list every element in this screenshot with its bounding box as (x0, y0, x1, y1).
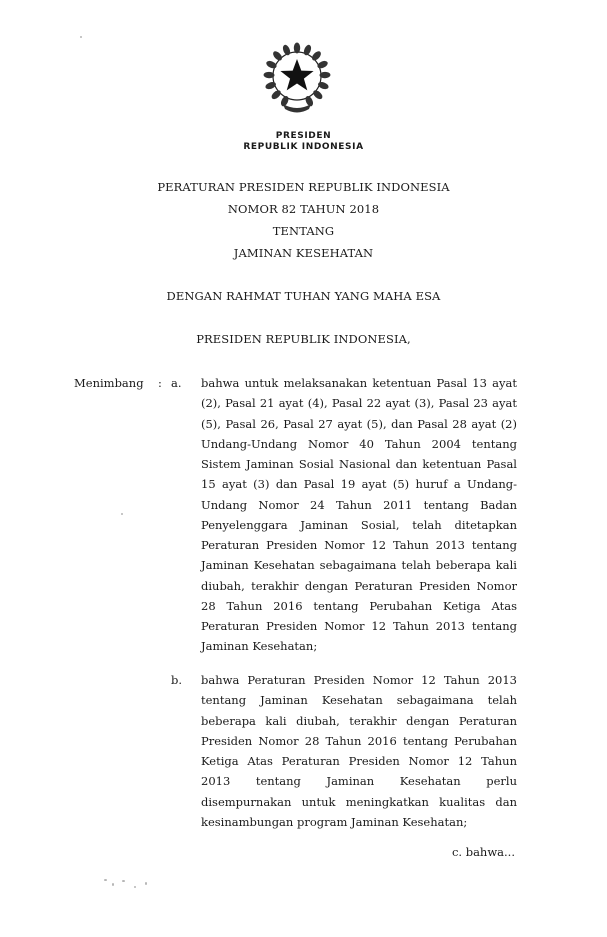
considering-item-a: bahwa untuk melaksanakan ketentuan Pasal 13 ayat (2), Pasal 21 ayat (4), Pasal 22 ayat (3), Pasal 23 ayat (5), Pasal 26, Pasal 27 ayat (5), dan Pasal 28 ayat (2) Undang-Undang Nomor 40 Tahun 2004 tentang Sistem Jaminan Sosial Nasional dan ketentuan Pasal 15 ayat (3) dan Pasal 19 ayat (5) huruf a Undang-Undang Nomor 24 Tahun 2011 tentang Badan Penyelenggara Jaminan Sosial, telah ditetapkan Peraturan Presiden Nomor 12 Tahun 2013 tentang Jaminan Kesehatan sebagaimana telah beberapa kali diubah, terakhir dengan Peraturan Presiden Nomor 28 Tahun 2016 tentang Perubahan Ketiga Atas Peraturan Presiden Nomor 12 Tahun 2013 tentang Jaminan Kesehatan; (201, 376, 517, 654)
scan-speck (80, 36, 82, 38)
considering-label: Menimbang (74, 376, 144, 390)
presidential-emblem-icon (257, 38, 337, 118)
letterhead-line-1: PRESIDEN (275, 131, 332, 141)
scan-speck (112, 883, 114, 886)
scan-speck (104, 879, 107, 881)
scan-speck (134, 886, 136, 888)
regulation-subject: JAMINAN KESEHATAN (233, 246, 374, 260)
considering-colon: : (158, 376, 162, 390)
scan-speck (121, 513, 123, 515)
scan-speck (122, 880, 125, 882)
item-marker-b: b. (171, 673, 183, 687)
page-continuation: c. bahwa... (451, 845, 515, 859)
regulation-number: NOMOR 82 TAHUN 2018 (227, 202, 380, 216)
letterhead-line-2: REPUBLIK INDONESIA (243, 142, 364, 152)
invocation: DENGAN RAHMAT TUHAN YANG MAHA ESA (166, 289, 441, 303)
scan-speck (145, 882, 147, 885)
regulation-about: TENTANG (272, 224, 335, 238)
item-marker-a: a. (171, 376, 182, 390)
regulation-title: PERATURAN PRESIDEN REPUBLIK INDONESIA (157, 180, 450, 194)
considering-item-b: bahwa Peraturan Presiden Nomor 12 Tahun 2013 tentang Jaminan Kesehatan sebagaimana telah beberapa kali diubah, terakhir dengan Peraturan Presiden Nomor 28 Tahun 2016 tentang Perubahan Ketiga Atas Peraturan Presiden Nomor 12 Tahun 2013 tentang Jaminan Kesehatan perlu disempurnakan untuk meningkatkan kualitas dan kesinambungan program Jaminan Kesehatan; (201, 673, 517, 829)
president-heading: PRESIDEN REPUBLIK INDONESIA, (196, 332, 411, 346)
